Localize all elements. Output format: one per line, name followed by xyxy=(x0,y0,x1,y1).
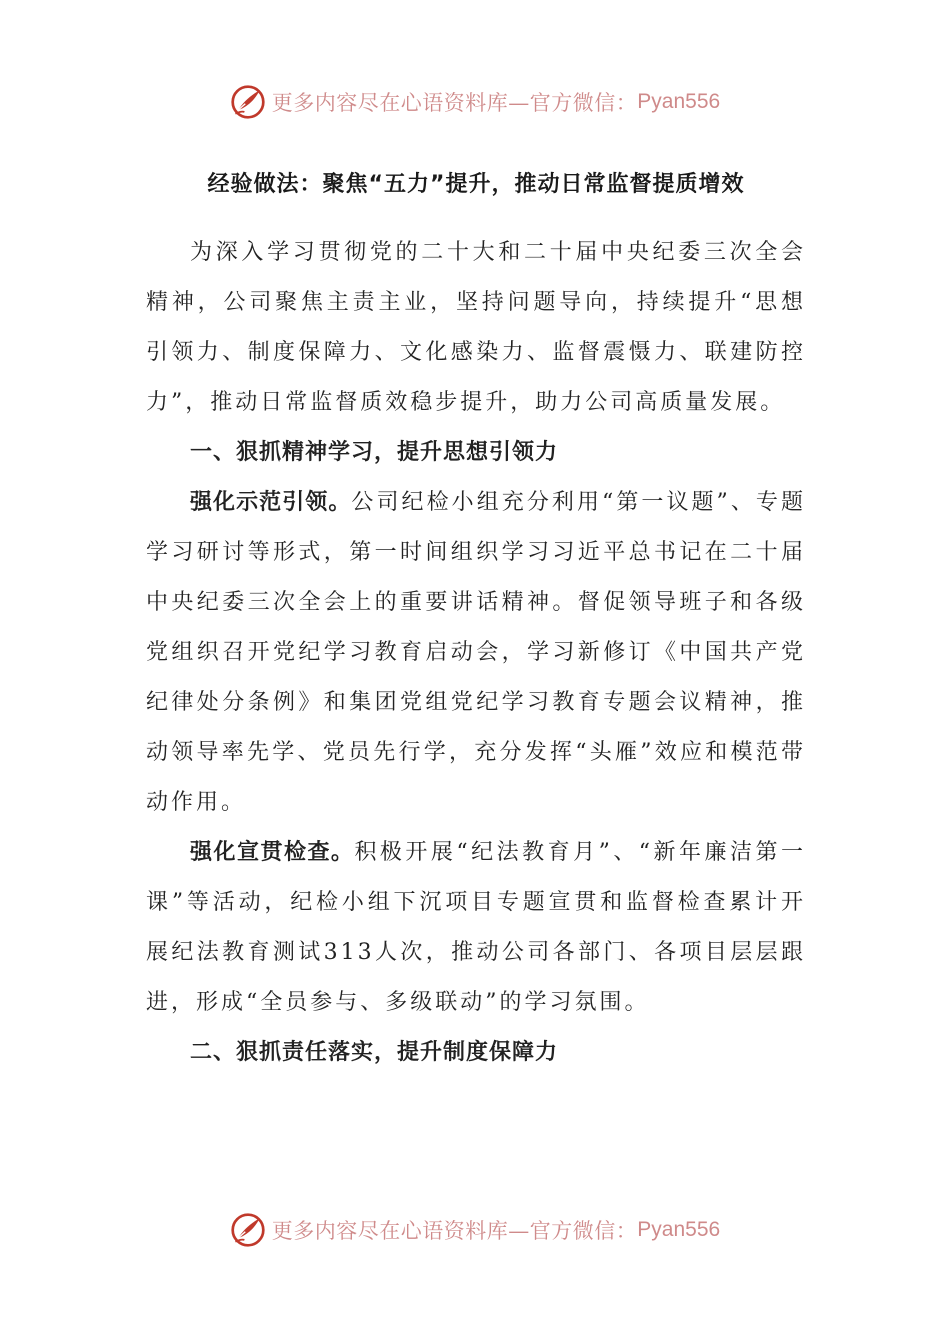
section-heading-1: 一、狠抓精神学习，提升思想引领力 xyxy=(190,440,559,465)
watermark-footer xyxy=(0,1210,950,1250)
watermark-text: 更多内容尽在心语资料库—官方微信： xyxy=(271,91,638,115)
quill-logo-icon xyxy=(230,84,266,120)
watermark-wechat-id: Pyan556 xyxy=(637,90,721,113)
section-heading-2: 二、狠抓责任落实，提升制度保障力 xyxy=(190,1040,559,1065)
quill-logo-icon xyxy=(230,1212,266,1248)
watermark-header xyxy=(0,82,950,122)
watermark-wechat-id: Pyan556 xyxy=(637,1218,721,1241)
document-body xyxy=(146,168,806,1078)
intro-paragraph: 为深入学习贯彻党的二十大和二十届中央纪委三次全会精神，公司聚焦主责主业，坚持问题导向，持续提升“思想引领力、制度保障力、文化感染力、监督震慑力、联建防控力”，推动日常监督质效稳步提升，助力公司高质量发展。 xyxy=(146,240,806,415)
paragraph-lead: 强化宣贯检查。 xyxy=(190,840,355,865)
paragraph-body: 公司纪检小组充分利用“第一议题”、专题学习研讨等形式，第一时间组织学习习近平总书记在二十届中央纪委三次全会上的重要讲话精神。督促领导班子和各级党组织召开党纪学习教育启动会，学习新修订《中国共产党纪律处分条例》和集团党组党纪学习教育专题会议精神，推动领导率先学、党员先行学，充分发挥“头雁”效应和模范带动作用。 xyxy=(146,490,806,815)
document-title: 经验做法：聚焦“五力”提升，推动日常监督提质增效 xyxy=(207,172,745,197)
paragraph-publicity xyxy=(146,828,806,1028)
paragraph-lead: 强化示范引领。 xyxy=(190,490,352,515)
paragraph-body: 积极开展“纪法教育月”、“新年廉洁第一课”等活动，纪检小组下沉项目专题宣贯和监督检查累计开展纪法教育测试313人次，推动公司各部门、各项目层层跟进，形成“全员参与、多级联动”的学习氛围。 xyxy=(146,840,806,1015)
paragraph-demonstration xyxy=(146,478,806,828)
watermark-text: 更多内容尽在心语资料库—官方微信： xyxy=(271,1219,638,1243)
